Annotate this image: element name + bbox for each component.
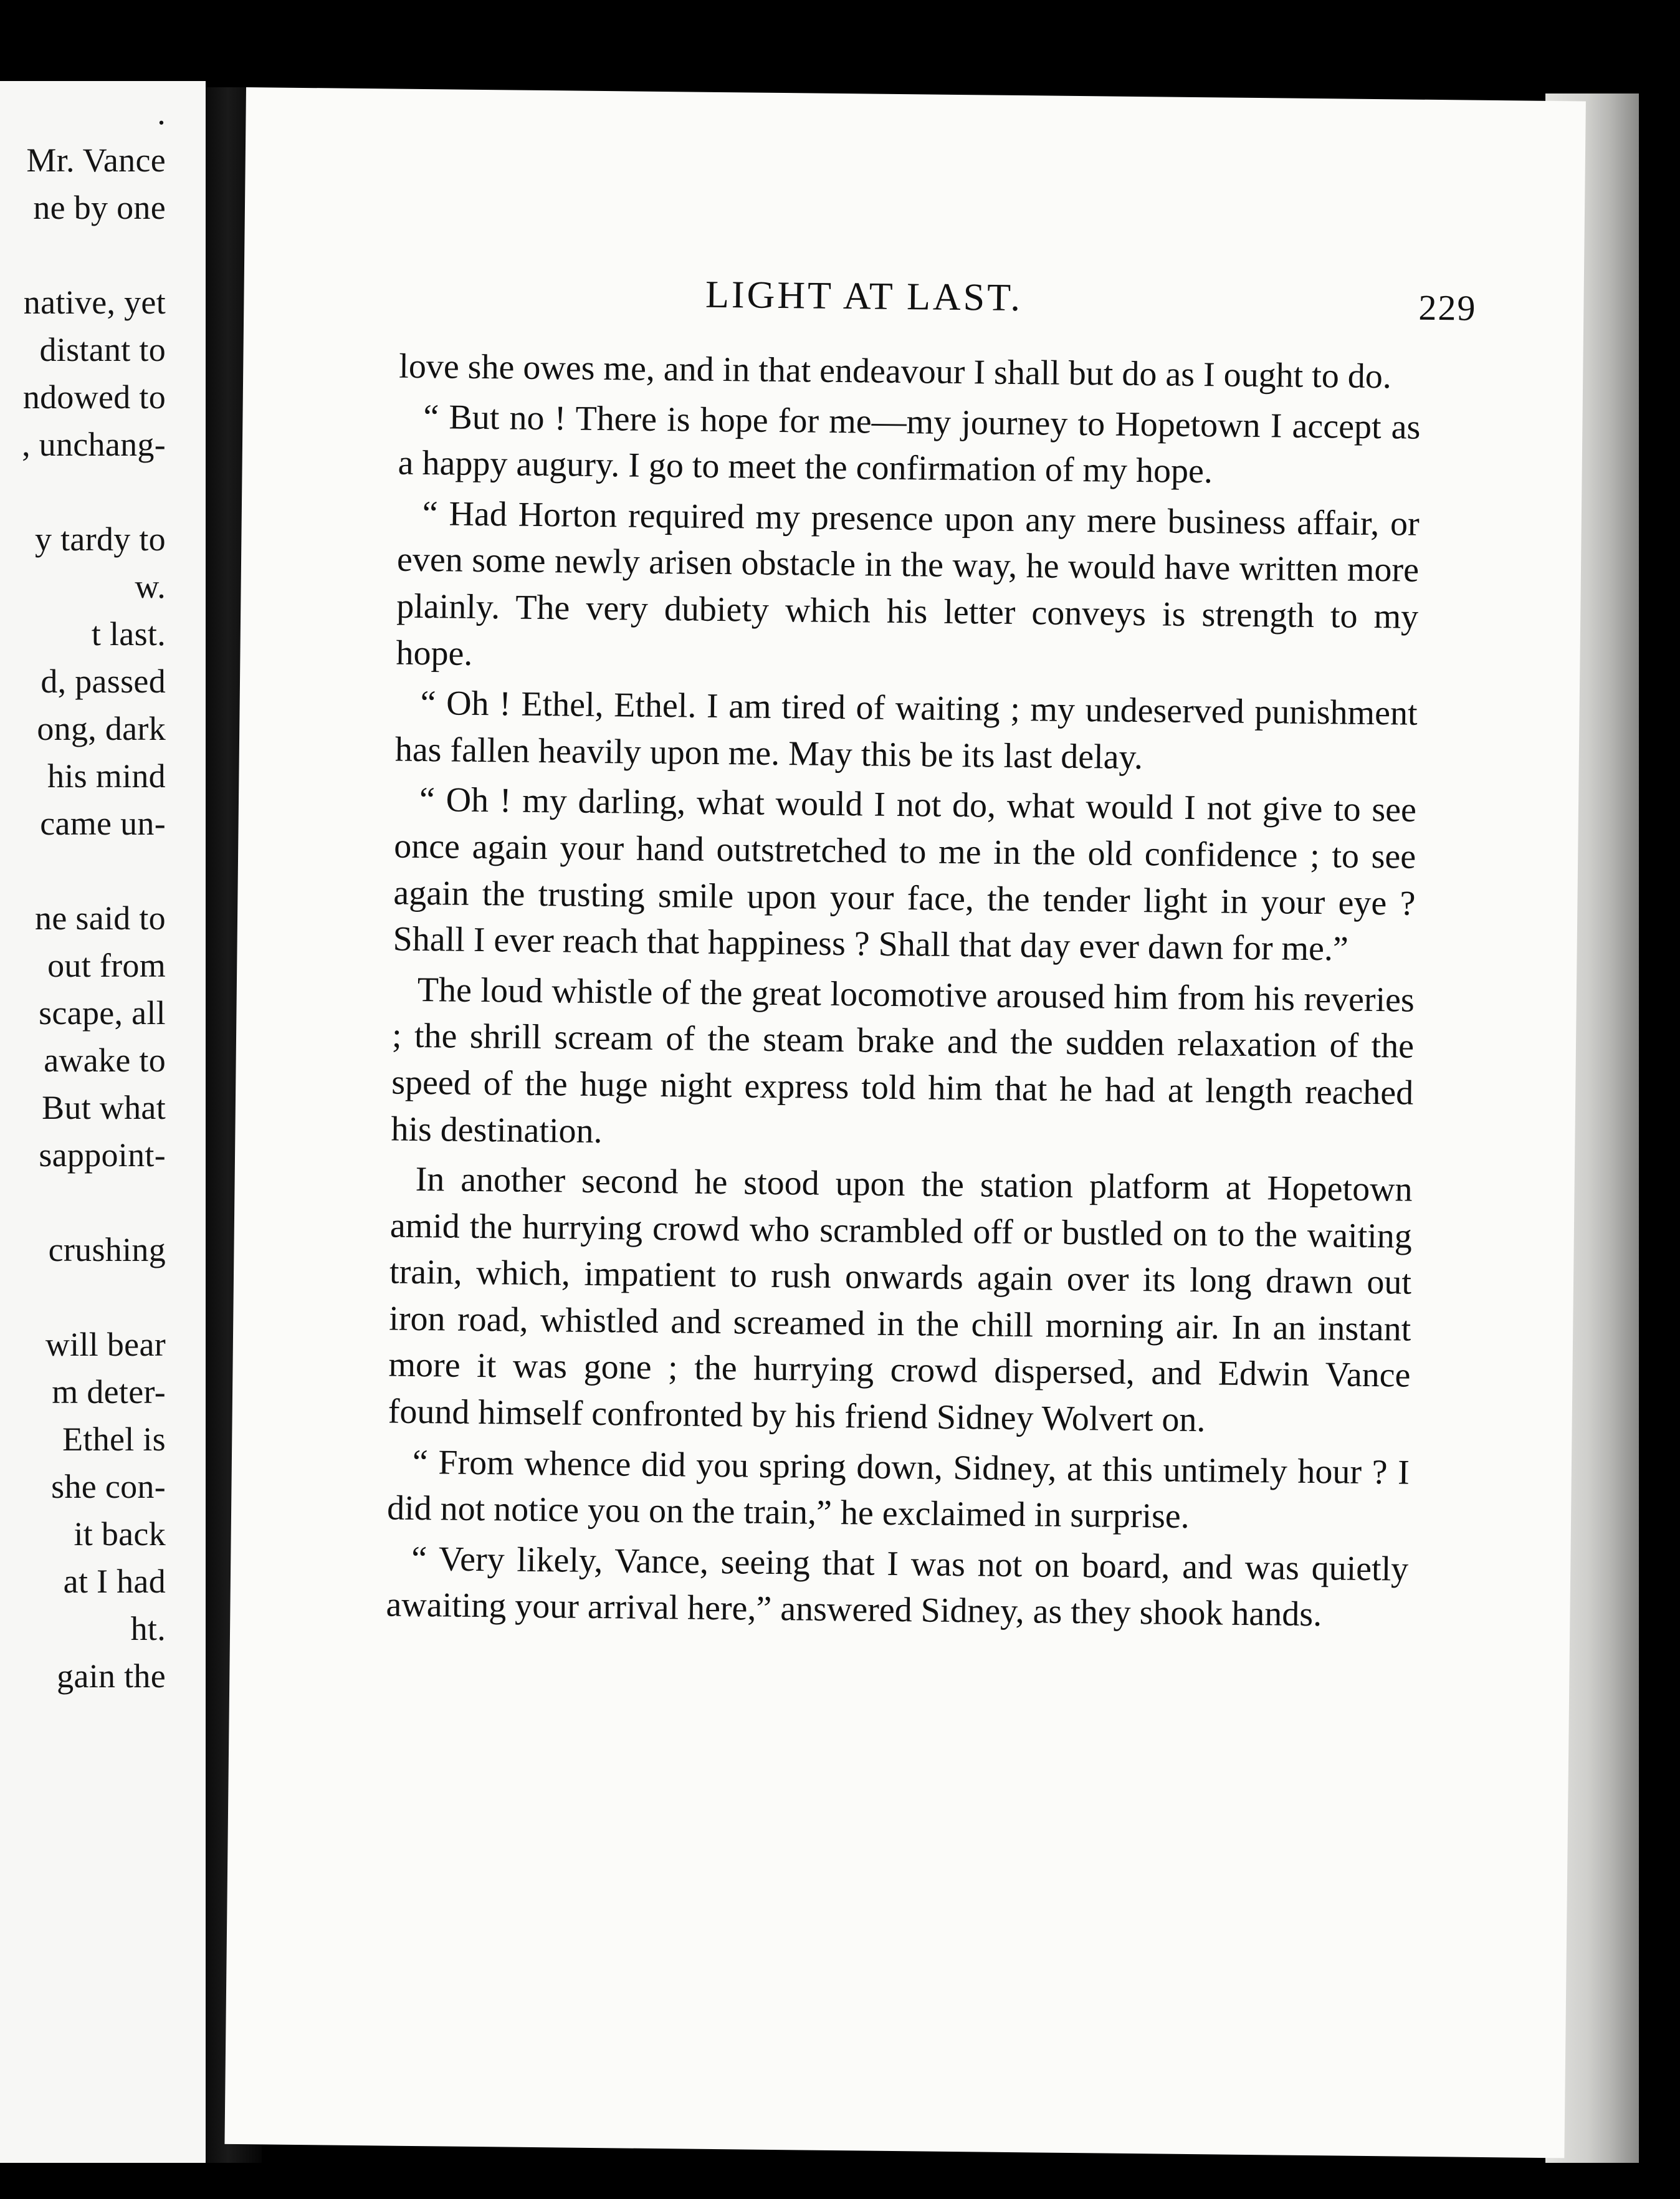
previous-page-line: gain the — [57, 1657, 166, 1695]
paragraph: “ From whence did you spring down, Sidney, at this untimely hour ? I did not notice you on the train,” he exclaimed in surprise. — [386, 1442, 1410, 1536]
paragraph: “ But no ! There is hope for me—my journey to Hopetown I accept as a happy augury. I go to meet the confirmation of my hope. — [398, 397, 1421, 491]
previous-page-line: ndowed to — [22, 378, 166, 416]
previous-page-line: will bear — [45, 1326, 166, 1363]
previous-page-line: out from — [47, 947, 166, 984]
previous-page-line: she con- — [51, 1468, 166, 1505]
paragraph: “ Oh ! Ethel, Ethel. I am tired of waiting ; my undeserved punishment has fallen heavily upon me. May this be its last delay. — [394, 684, 1418, 777]
previous-page-line: t last. — [91, 615, 166, 653]
previous-page-line: , unchang- — [22, 426, 166, 463]
previous-page-line: ong, dark — [37, 710, 166, 747]
running-head: LIGHT AT LAST. — [705, 273, 1023, 320]
previous-page-line: his mind — [47, 757, 166, 795]
previous-page-line: Mr. Vance — [26, 141, 166, 179]
previous-page-line: native, yet — [23, 284, 166, 321]
previous-page-line: at I had — [63, 1563, 166, 1600]
page-number: 229 — [1418, 287, 1477, 328]
previous-page-line: sappoint- — [39, 1136, 166, 1174]
previous-page-line: crushing — [48, 1231, 166, 1268]
previous-page-fragment — [0, 81, 206, 2163]
previous-page-line: ht. — [130, 1610, 166, 1647]
previous-page-line: came un- — [40, 805, 166, 842]
paragraph: love she owes me, and in that endeavour I shall but do as I ought to do. — [399, 347, 1392, 396]
previous-page-line: awake to — [44, 1042, 166, 1079]
previous-page-line: distant to — [39, 331, 166, 368]
paragraph: The loud whistle of the great locomotive aroused him from his reveries ; the shrill scream of the steam brake and the sudden relaxation of the speed of the huge night express told him that he had at length reached his destination. — [391, 970, 1415, 1151]
previous-page-line: m deter- — [52, 1373, 166, 1411]
previous-page-line: ne by one — [33, 189, 166, 226]
page-body — [386, 343, 1421, 1639]
previous-page-line: y tardy to — [35, 520, 166, 558]
paragraph: “ Oh ! my darling, what would I not do, what would I not give to see once again your hand outstretched to me in the old confidence ; to see again the trusting smile upon your face, the tender light in your eye ? Shall I ever reach that happiness ? Shall that day ever dawn for me.” — [393, 780, 1417, 969]
previous-page-line: . — [157, 94, 166, 132]
previous-page-line: d, passed — [41, 663, 166, 700]
current-page — [224, 87, 1585, 2158]
previous-page-line: Ethel is — [62, 1420, 166, 1458]
previous-page-line: it back — [74, 1515, 166, 1553]
paragraph: “ Had Horton required my presence upon any mere business affair, or even some newly arisen obstacle in the way, he would have written more plainly. The very dubiety which his letter conveys is strength to my hope. — [396, 494, 1420, 673]
paragraph: In another second he stood upon the station platform at Hopetown amid the hurrying crowd who scrambled off or bustled on to the waiting train, which, impatient to rush onwards again over its long drawn out iron road, whistled and screamed in the chill morning air. In an instant more it was gone ; the hurrying crowd dispersed, and Edwin Vance found himself confronted by his friend Sidney Wolvert on. — [388, 1160, 1413, 1440]
previous-page-line: scape, all — [39, 994, 166, 1032]
previous-page-line: ne said to — [35, 899, 166, 937]
previous-page-line: w. — [135, 568, 166, 605]
previous-page-line: But what — [42, 1089, 166, 1126]
paragraph: “ Very likely, Vance, seeing that I was not on board, and was quietly awaiting your arrival here,” answered Sidney, as they shook hands. — [386, 1539, 1409, 1634]
